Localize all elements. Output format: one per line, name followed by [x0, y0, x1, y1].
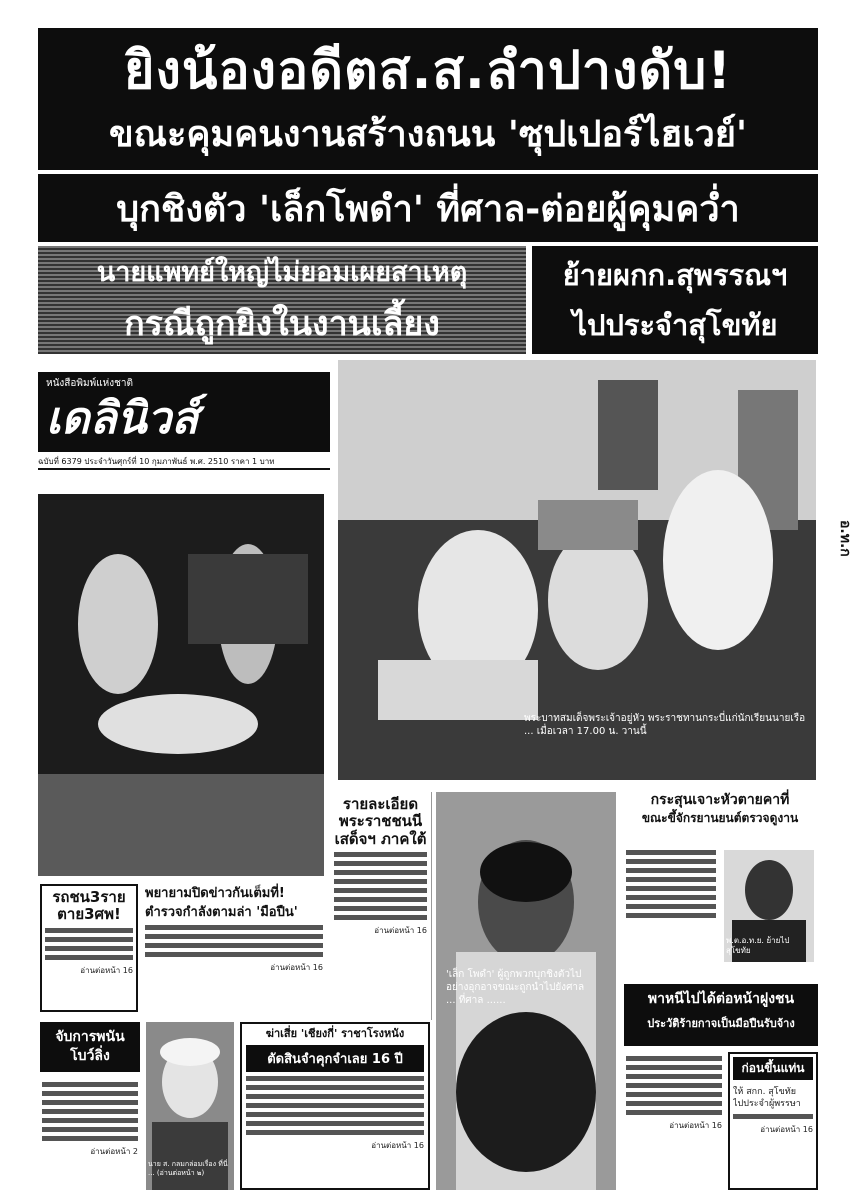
headline-right-b: ไปประจำสุโขทัย — [572, 308, 778, 342]
story-escape-body — [624, 1050, 724, 1190]
photo-old-man — [146, 1022, 234, 1190]
story-hide-headline2: ตำรวจกำลังตามล่า 'มือปืน' — [145, 904, 298, 920]
headline-left-a: นายแพทย์ใหญ่ไม่ยอมเผยสาเหตุ — [96, 257, 468, 288]
story-hide-cont[interactable]: อ่านต่อหน้า 16 — [270, 962, 323, 972]
story-kohn-cont[interactable]: อ่านต่อหน้า 16 — [760, 1125, 813, 1134]
story-escape-headline1: พาหนีไปได้ต่อหน้าฝูงชน — [647, 991, 795, 1007]
masthead — [38, 372, 330, 452]
headline-band-left — [38, 246, 526, 354]
headline-left-b: กรณีถูกยิงในงานเลี้ยง — [124, 304, 440, 344]
story-bullet — [622, 790, 818, 978]
story-chinese-cont[interactable]: อ่านต่อหน้า 16 — [371, 1140, 424, 1150]
bullet-portrait-caption: พ.ต.อ.ท.ย. ย้ายไปสุโขทัย — [726, 936, 790, 955]
masthead-issue-line: ฉบับที่ 6379 ประจำวันศุกร์ที่ 10 กุมภาพันธ์ พ.ศ. 2510 ราคา 1 บาท — [38, 454, 330, 470]
crime-scene-image — [38, 494, 324, 876]
masthead-logo: เดลินิวส์ — [46, 393, 199, 444]
headline-right-a: ย้ายผกก.สุพรรณฯ — [562, 258, 788, 292]
photo-lek-phodam — [436, 792, 616, 1190]
story-victims-cont[interactable]: อ่านต่อหน้า 16 — [80, 965, 133, 975]
story-kohn-item2: ไปประจำผู้พรรษา — [733, 1099, 801, 1109]
story-victims — [40, 884, 138, 1012]
story-bowling-body — [40, 1076, 140, 1190]
story-bullet-headline2: ขณะขึ้จักรยานยนต์ตรวจดูงาน — [641, 811, 799, 826]
headline-band-2 — [38, 174, 818, 242]
story-escape-cont[interactable]: อ่านต่อหน้า 16 — [669, 1121, 722, 1130]
headline-main: ยิงน้องอดีตส.ส.ลำปางดับ! — [124, 41, 732, 101]
story-bullet-headline1: กระสุนเจาะหัวตายคาที่ — [650, 792, 790, 808]
photo-royal-ceremony — [338, 360, 816, 780]
old-man-caption: นาย ส. กลมกล่อมเรื่อง ที่นี่ ... (อ่านต่อหน้า ๒) — [148, 1160, 228, 1177]
story-kohn — [728, 1052, 818, 1190]
story-bowling-headline: จับการพนัน โบว์ลิ่ง — [55, 1029, 125, 1064]
royal-caption: พระบาทสมเด็จพระเจ้าอยู่หัว พระราชทานกระบี่แก่นักเรียนนายเรือ ... เมื่อเวลา 17.00 น. วานนี้ — [524, 713, 806, 737]
story-chinese-headline2: ตัดสินจำคุกจำเลย 16 ปี — [246, 1045, 424, 1072]
story-kohn-item1: ให้ สกก. สุโขทัย — [733, 1087, 796, 1097]
story-hide-headline1: พยายามปิดข่าวกันเต็มที่! — [145, 886, 285, 901]
story-royal-headline: รายละเอียด พระราชชนนี เสด็จฯ ภาคใต้ — [334, 795, 427, 848]
headline-band-right — [532, 246, 818, 354]
story-bowling — [40, 1022, 140, 1072]
story-kohn-headline: ก่อนขึ้นแท่น — [733, 1057, 813, 1080]
story-victims-headline: รถชน3ราย ตาย3ศพ! — [52, 888, 126, 924]
headline-sub: ขณะคุมคนงานสร้างถนน 'ซุปเปอร์ไฮเวย์' — [108, 114, 748, 155]
story-bowling-cont[interactable]: อ่านต่อหน้า 2 — [90, 1147, 138, 1156]
photo-bullet-portrait — [724, 850, 814, 962]
headline-band-1 — [38, 28, 818, 170]
headline-line3: บุกชิงตัว 'เล็กโพดำ' ที่ศาล-ต่อยผู้คุมคว่ำ — [116, 188, 740, 230]
story-escape — [624, 984, 818, 1046]
story-hide-news — [142, 884, 326, 1012]
story-bullet-body — [626, 846, 716, 922]
story-chinese — [240, 1022, 430, 1190]
story-royal-cont[interactable]: อ่านต่อหน้า 16 — [374, 925, 427, 935]
story-escape-headline2: ประวัติร้ายกาจเป็นมือปืนรับจ้าง — [647, 1017, 795, 1030]
story-royal-text — [330, 792, 432, 1020]
lek-caption: 'เล็ก โพดำ' ผู้ถูกพวกบุกชิงตัวไปอย่างอุกอาจขณะถูกนำไปยังศาล ... ที่ศาล ...... — [446, 969, 585, 1006]
photo-crime-scene — [38, 494, 324, 876]
masthead-slogan: หนังสือพิมพ์แห่งชาติ — [46, 378, 134, 389]
side-mark: อ.ท.ก — [837, 520, 853, 557]
story-chinese-headline1: ฆ่าเสี่ย 'เชียงกี่' ราชาโรงหนัง — [265, 1027, 405, 1040]
